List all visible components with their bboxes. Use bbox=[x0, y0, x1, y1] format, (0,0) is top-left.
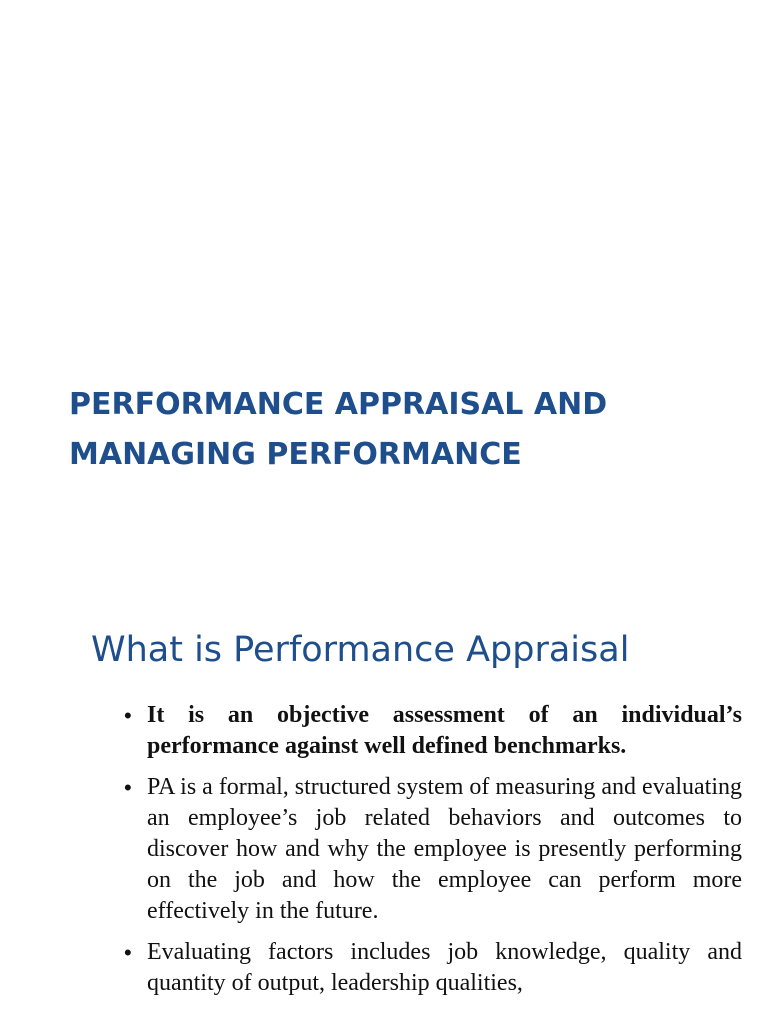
bullet-icon: • bbox=[124, 703, 132, 728]
bullet-icon: • bbox=[124, 775, 132, 800]
bullet-text: It is an objective assessment of an individual’s performance against well defined benchmarks. bbox=[147, 702, 742, 759]
bullet-item-definition bbox=[124, 700, 742, 762]
slide-title bbox=[69, 380, 729, 480]
slide-title-line-2: MANAGING PERFORMANCE bbox=[69, 437, 522, 472]
bullet-text: PA is a formal, structured system of measuring and evaluating an employee’s job related behaviors and outcomes to discover how and why the employee is presently performing on the job and how the employee can perform more effectively in the future. bbox=[147, 774, 742, 924]
section-heading: What is Performance Appraisal bbox=[91, 630, 630, 670]
bullet-item-formal-system bbox=[124, 772, 742, 927]
bullet-icon: • bbox=[124, 940, 132, 965]
bullet-item-evaluating-factors bbox=[124, 937, 742, 999]
bullet-text: Evaluating factors includes job knowledge, quality and quantity of output, leadership qualities, bbox=[147, 939, 742, 996]
bullet-list bbox=[124, 700, 742, 1009]
slide-title-line-1: PERFORMANCE APPRAISAL AND bbox=[69, 387, 608, 422]
